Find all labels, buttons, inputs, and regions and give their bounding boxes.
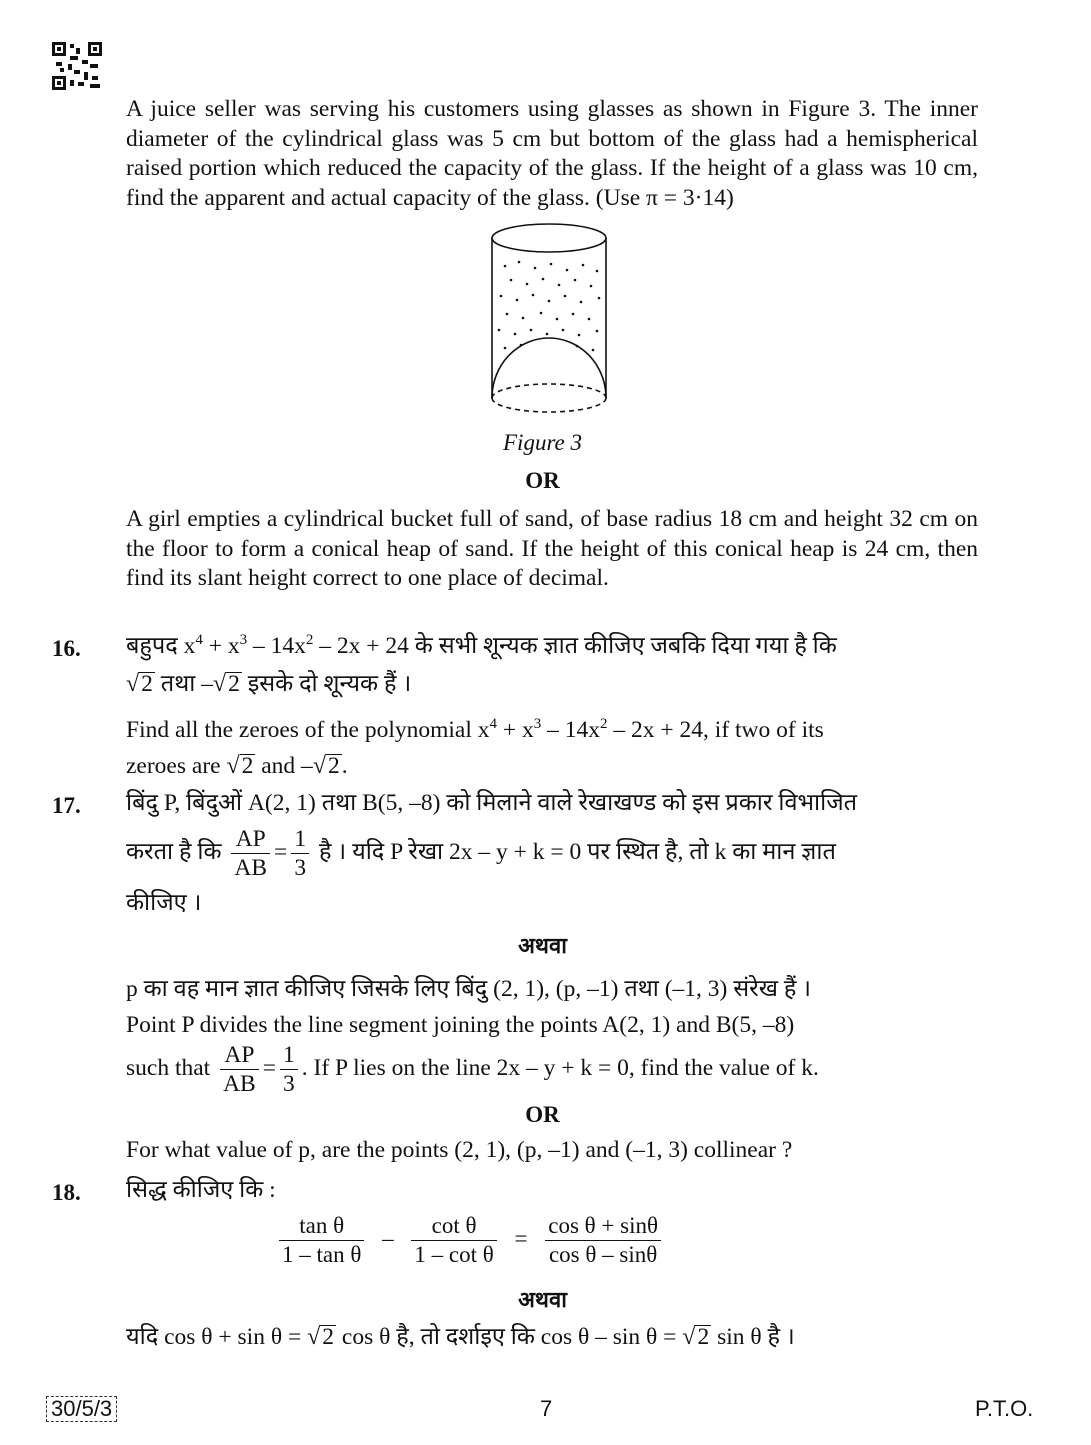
q15-alternative: A girl empties a cylindrical bucket full of sand, of base radius 18 cm and height 32 cm on the floor to form a conical heap of sand. If the height of this conical heap is 24 cm, then find its slant height correct to one place of decimal. xyxy=(126,506,978,591)
q16-english-line1: Find all the zeroes of the polynomial $x^4 + x^3 - 14x^2 - 2x + 24$, if two of its xyxy=(126,716,824,743)
paper-code: 30/5/3 xyxy=(46,1396,117,1422)
ratio-fraction: $\frac{AP}{AB}$ xyxy=(231,825,270,882)
q17-english-line2: such that $\frac{AP}{AB}$ = $\frac{1}{3}$ . If P lies on the line 2x – y + k = 0, find the value of k. xyxy=(126,1042,819,1097)
q15-question: A juice seller was serving his customers using glasses as shown in Figure 3. The inner diameter of the cylindrical glass was 5 cm but bottom of the glass had a hemispherical raised portion which reduced the capacity of the glass. If the height of a glass was 10 cm, find the apparent and actual capacity of the glass. (Use π = 3·14) xyxy=(126,96,978,211)
ratio-value: $\frac{1}{3}$ xyxy=(291,825,309,882)
q17-english-line1: Point P divides the line segment joining the points A(2, 1) and B(5, –8) xyxy=(126,1012,795,1038)
figure-caption: Figure 3 xyxy=(503,430,582,455)
q18-identity: $\frac{\text{tan θ}}{\text{1 – tan θ}}$ – $\frac{\text{cot θ}}{\text{1 – cot θ}}$ = $\frac{\text{cos θ + sinθ}}{\text{cos θ – sinθ}}$ xyxy=(275,1212,665,1269)
page-number: 7 xyxy=(540,1396,553,1421)
q17-hindi-line3: कीजिए । xyxy=(126,890,202,916)
cylinder-glass-figure xyxy=(485,218,615,423)
pto-label: P.T.O. xyxy=(975,1396,1034,1421)
q16-hindi-line1: बहुपद $x^4 + x^3 - 14x^2 - 2x + 24$ के सभी शून्यक ज्ञात कीजिए जबकि दिया गया है कि xyxy=(126,632,837,659)
q18-hindi-prove: सिद्ध कीजिए कि : xyxy=(126,1177,276,1203)
q16-english-line2: zeroes are √2 and –√2. xyxy=(126,753,348,779)
q17-hindi-line1: बिंदु P, बिंदुओं A(2, 1) तथा B(5, –8) को मिलाने वाले रेखाखण्ड को इस प्रकार विभाजित xyxy=(126,790,858,816)
question-number: 17. xyxy=(52,793,81,818)
ratio-fraction: $\frac{AP}{AB}$ xyxy=(220,1041,259,1098)
q17-hindi-alt: p का वह मान ज्ञात कीजिए जिसके लिए बिंदु (2, 1), (p, –1) तथा (–1, 3) संरेख हैं । xyxy=(126,976,812,1002)
q17-hindi-line2: करता है कि $\frac{AP}{AB}$ = $\frac{1}{3}$ है । यदि P रेखा 2x – y + k = 0 पर स्थित है, तो k का मान ज्ञात xyxy=(126,826,836,881)
cos-sin-fraction: $\frac{\text{cos θ + sinθ}}{\text{cos θ – sinθ}}$ xyxy=(545,1212,661,1269)
or-label: OR xyxy=(525,1102,560,1127)
cot-fraction: $\frac{\text{cot θ}}{\text{1 – cot θ}}$ xyxy=(411,1212,496,1269)
athva-label: अथवा xyxy=(518,933,567,958)
qr-code-icon xyxy=(52,42,102,90)
question-number: 18. xyxy=(52,1180,81,1205)
q17-english-alt: For what value of p, are the points (2, 1), (p, –1) and (–1, 3) collinear ? xyxy=(126,1137,793,1163)
athva-label: अथवा xyxy=(518,1287,567,1312)
tan-fraction: $\frac{\text{tan θ}}{\text{1 – tan θ}}$ xyxy=(279,1212,364,1269)
q16-hindi-line2: √2 तथा –√2 इसके दो शून्यक हैं । xyxy=(126,671,412,697)
question-number: 16. xyxy=(52,636,81,661)
or-label: OR xyxy=(525,468,560,493)
ratio-value: $\frac{1}{3}$ xyxy=(280,1041,298,1098)
q18-hindi-alt: यदि cos θ + sin θ = √2 cos θ है, तो दर्शाइए कि cos θ – sin θ = √2 sin θ है । xyxy=(126,1324,795,1350)
